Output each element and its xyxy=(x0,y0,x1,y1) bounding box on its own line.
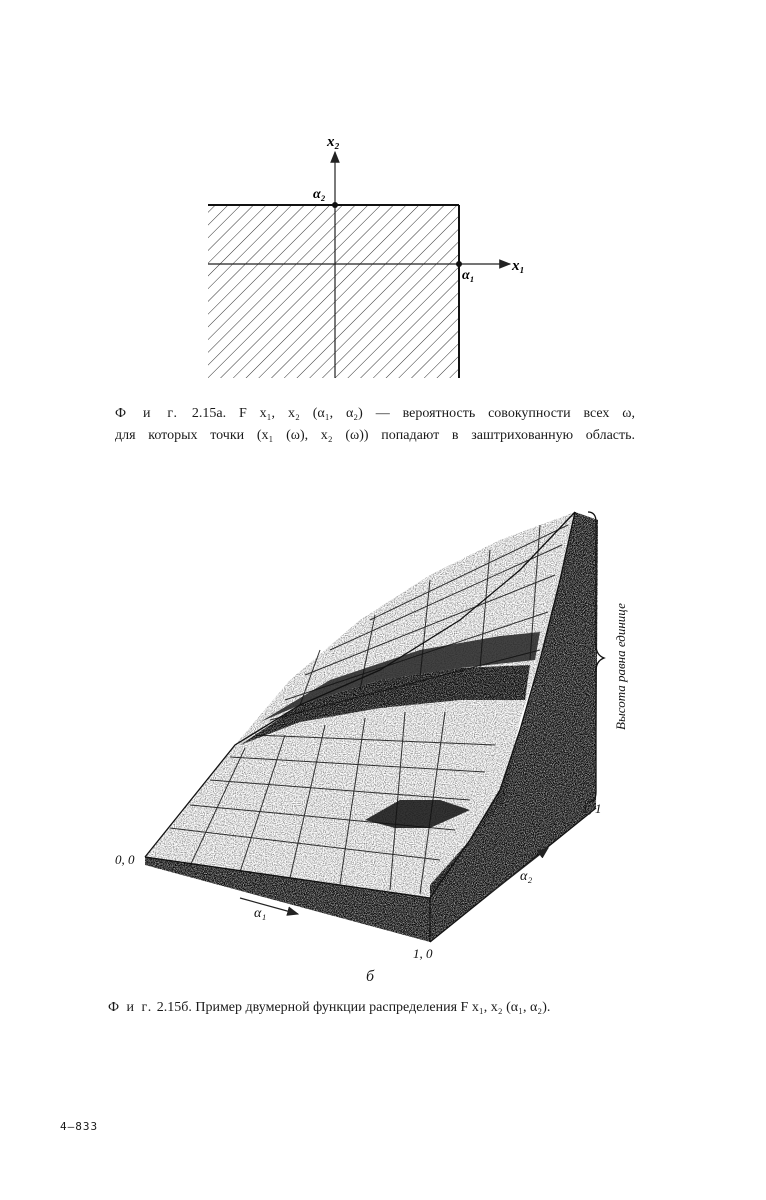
alpha2-label: α₂ xyxy=(520,869,533,884)
alpha2-point xyxy=(332,202,338,208)
alpha1-point xyxy=(456,261,462,267)
caption-a-number: 2.15а. xyxy=(191,406,227,421)
x2-axis-label: x₂ xyxy=(327,134,340,150)
caption-a-lead: Ф и г. xyxy=(115,406,179,421)
caption-figure-2-15b xyxy=(108,997,668,1019)
corner-label-00: 0, 0 xyxy=(115,852,135,867)
caption-b-text: 2.15б. Пример двумерной функции распределения F x₁, x₂ (α₁, α₂). xyxy=(156,1000,551,1015)
subfigure-letter: б xyxy=(365,968,375,985)
alpha1-label: α₁ xyxy=(462,268,475,283)
caption-figure-2-15a xyxy=(115,403,635,447)
page-number: 4—833 xyxy=(60,1120,99,1133)
height-label: Высота равна единице xyxy=(613,603,628,730)
alpha2-label: α₂ xyxy=(313,187,326,202)
caption-a-text1: F x₁, x₂ (α₁, α₂) — вероятность совокупности всех ω, xyxy=(239,406,636,421)
caption-b-lead: Ф и г. xyxy=(108,1000,154,1015)
corner-label-10: 1, 0 xyxy=(413,946,433,960)
corner-label-11: 1, 1 xyxy=(582,801,602,816)
figure-2-15b xyxy=(0,490,766,960)
figure-2-15a xyxy=(0,0,766,400)
alpha1-label: α₁ xyxy=(254,906,267,921)
caption-a-line2: для которых точки (x₁ (ω), x₂ (ω)) попадают в заштрихованную область. xyxy=(115,428,635,443)
caption-a-line1 xyxy=(115,403,635,425)
x1-axis-label: x₁ xyxy=(512,258,525,274)
hatched-region xyxy=(208,205,459,378)
